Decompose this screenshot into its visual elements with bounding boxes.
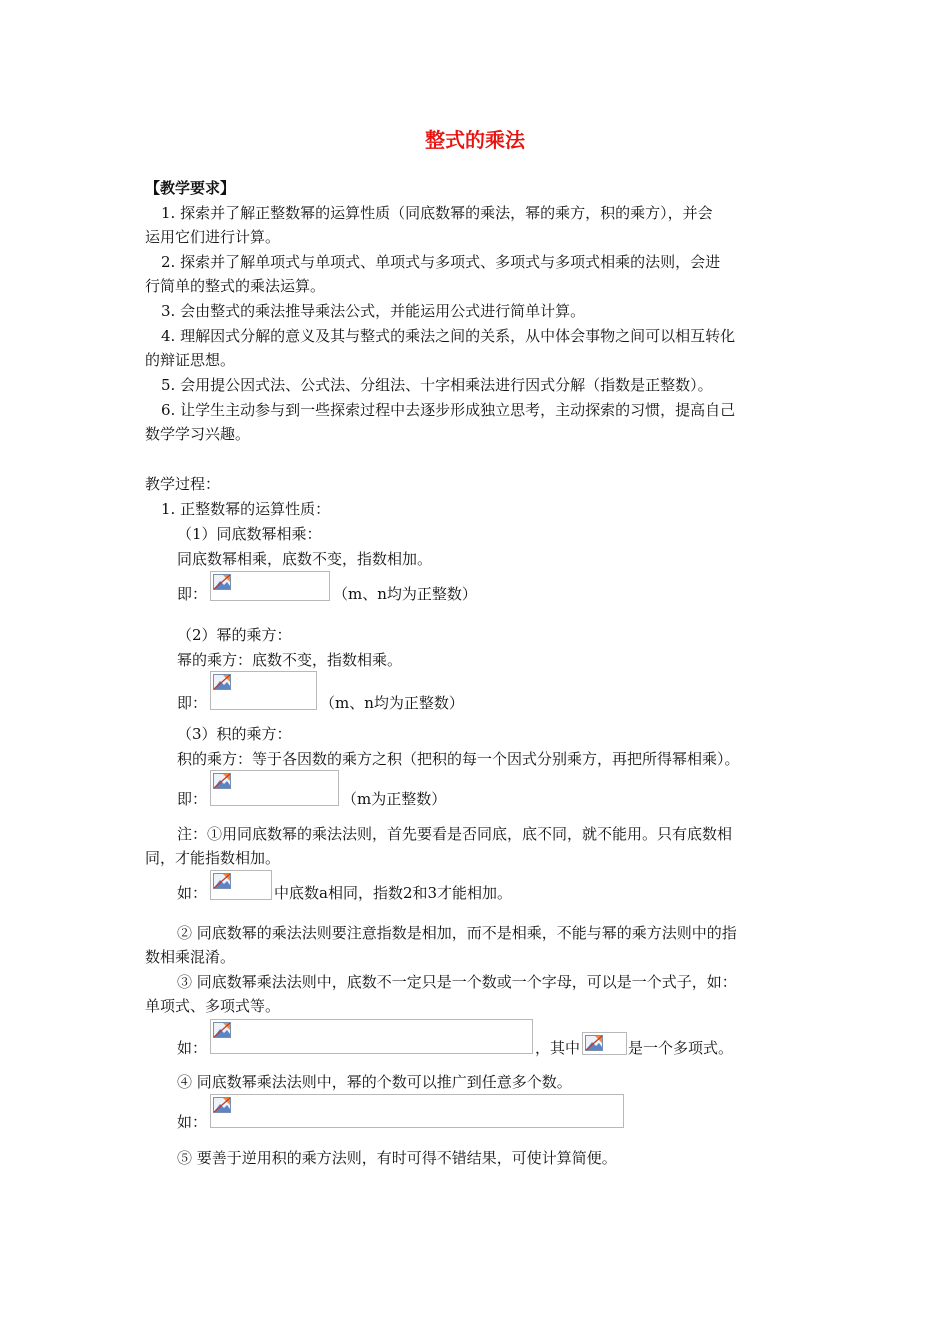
sub-2-label: （2）幂的乘方： bbox=[177, 626, 292, 644]
note-1-line-1: 注：①用同底数幂的乘法法则，首先要看是否同底，底不同，就不能用。只有底数相 bbox=[177, 825, 733, 843]
formula-image bbox=[582, 1032, 627, 1055]
sub-1-label: （1）同底数幂相乘： bbox=[177, 525, 322, 543]
broken-image-icon bbox=[213, 574, 231, 590]
requirement-1-line-1: 1. 探索并了解正整数幂的运算性质（同底数幂的乘法，幂的乘方，积的乘方），并会 bbox=[161, 204, 713, 222]
sub-3-rule: 积的乘方：等于各因数的乘方之积（把积的每一个因式分别乘方，再把所得幂相乘）。 bbox=[177, 750, 740, 768]
requirement-6-line-1: 6. 让学生主动参与到一些探索过程中去逐步形成独立思考，主动探索的习惯，提高自己 bbox=[161, 401, 736, 419]
example-3-middle: ，其中 bbox=[535, 1039, 581, 1057]
example-1-text: 中底数a相同，指数2和3才能相加。 bbox=[274, 884, 513, 902]
broken-image-icon bbox=[213, 1097, 231, 1113]
note-2-line-2: 数相乘混淆。 bbox=[145, 948, 236, 966]
requirement-1-line-2: 运用它们进行计算。 bbox=[145, 228, 281, 246]
requirement-2-line-2: 行简单的整式的乘法运算。 bbox=[145, 277, 326, 295]
example-3-suffix: 是一个多项式。 bbox=[628, 1039, 734, 1057]
broken-image-icon bbox=[213, 1022, 231, 1038]
formula-image bbox=[210, 770, 339, 806]
sub-1-rule: 同底数幂相乘，底数不变，指数相加。 bbox=[177, 550, 433, 568]
sub-2-prefix: 即： bbox=[177, 694, 208, 712]
formula-image bbox=[210, 571, 330, 601]
sub-2-rule: 幂的乘方：底数不变，指数相乘。 bbox=[177, 651, 403, 669]
sub-1-prefix: 即： bbox=[177, 585, 208, 603]
formula-image bbox=[210, 1019, 533, 1054]
requirements-heading: 【教学要求】 bbox=[145, 179, 236, 197]
broken-image-icon bbox=[213, 873, 231, 889]
formula-image bbox=[210, 870, 272, 900]
requirement-2-line-1: 2. 探索并了解单项式与单项式、单项式与多项式、多项式与多项式相乘的法则，会进 bbox=[161, 253, 721, 271]
broken-image-icon bbox=[213, 773, 231, 789]
sub-3-prefix: 即： bbox=[177, 790, 208, 808]
sub-3-note: （m为正整数） bbox=[342, 790, 447, 808]
note-4: ④ 同底数幂乘法法则中，幂的个数可以推广到任意多个数。 bbox=[177, 1073, 572, 1091]
formula-image bbox=[210, 671, 317, 710]
broken-image-icon bbox=[213, 674, 231, 690]
section-1-heading: 1. 正整数幂的运算性质： bbox=[161, 500, 331, 518]
note-3-line-1: ③ 同底数幂乘法法则中，底数不一定只是一个数或一个字母，可以是一个式子，如： bbox=[177, 973, 737, 991]
requirement-5: 5. 会用提公因式法、公式法、分组法、十字相乘法进行因式分解（指数是正整数）。 bbox=[161, 376, 713, 394]
process-heading: 教学过程： bbox=[145, 475, 221, 493]
example-4-prefix: 如： bbox=[177, 1113, 208, 1131]
document-title: 整式的乘法 bbox=[425, 128, 525, 152]
sub-3-label: （3）积的乘方： bbox=[177, 725, 292, 743]
example-3-prefix: 如： bbox=[177, 1039, 208, 1057]
requirement-4-line-2: 的辩证思想。 bbox=[145, 351, 236, 369]
requirement-4-line-1: 4. 理解因式分解的意义及其与整式的乘法之间的关系，从中体会事物之间可以相互转化 bbox=[161, 327, 736, 345]
note-1-line-2: 同，才能指数相加。 bbox=[145, 849, 281, 867]
note-5: ⑤ 要善于逆用积的乘方法则，有时可得不错结果，可使计算简便。 bbox=[177, 1149, 617, 1167]
note-3-line-2: 单项式、多项式等。 bbox=[145, 997, 281, 1015]
formula-image bbox=[210, 1094, 624, 1128]
requirement-3: 3. 会由整式的乘法推导乘法公式，并能运用公式进行简单计算。 bbox=[161, 302, 586, 320]
requirement-6-line-2: 数学学习兴趣。 bbox=[145, 425, 251, 443]
note-2-line-1: ② 同底数幂的乘法法则要注意指数是相加，而不是相乘，不能与幂的乘方法则中的指 bbox=[177, 924, 737, 942]
example-1-prefix: 如： bbox=[177, 884, 208, 902]
sub-1-note: （m、n均为正整数） bbox=[333, 585, 477, 603]
broken-image-icon bbox=[585, 1035, 603, 1051]
sub-2-note: （m、n均为正整数） bbox=[320, 694, 464, 712]
